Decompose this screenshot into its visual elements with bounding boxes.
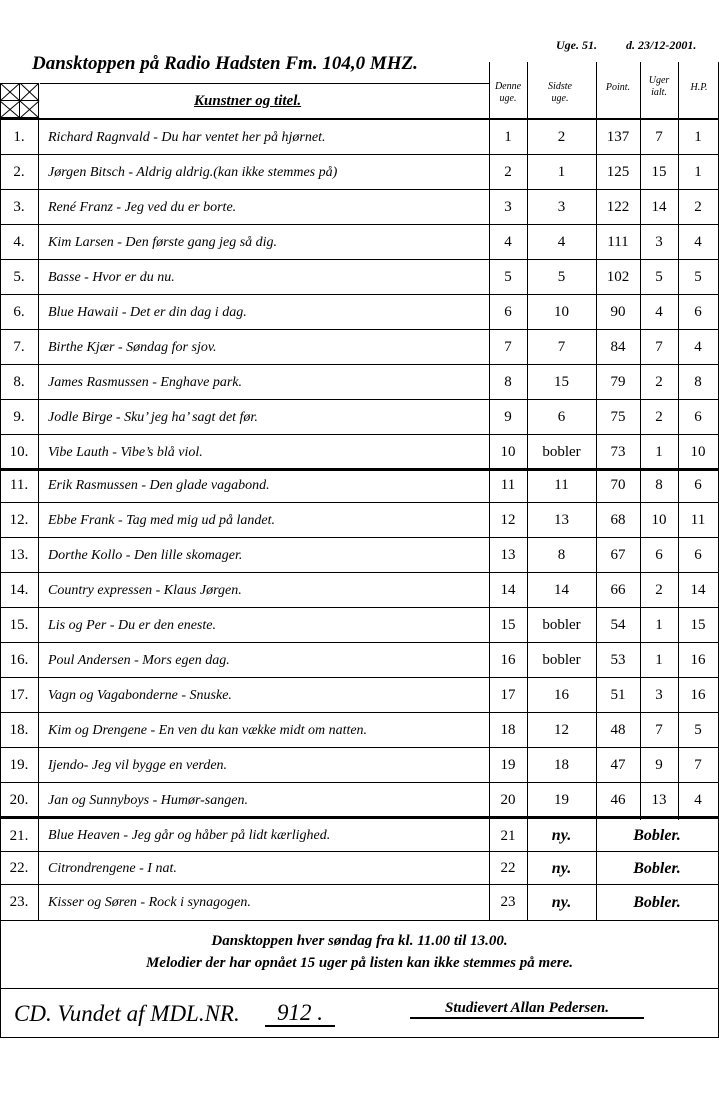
row-weeks-total: 7 [655, 129, 663, 145]
row-peak: 11 [690, 512, 706, 528]
row-rank: 4. [13, 234, 25, 250]
row-rank: 10. [9, 444, 29, 460]
row-last-week: 2 [557, 129, 566, 145]
row-this-week: 17 [500, 687, 516, 703]
row-rank: 12. [9, 512, 29, 528]
row-last-week: 1 [557, 164, 566, 180]
row-points: 54 [610, 617, 626, 633]
row-points: 53 [610, 652, 626, 668]
row-title: Jan og Sunnyboys - Humør-sangen. [48, 792, 248, 808]
row-last-week: bobler [542, 444, 581, 460]
row-weeks-total: 7 [655, 339, 663, 355]
cd-winner-label: CD. Vundet af MDL.NR. [14, 1001, 240, 1026]
row-title: Lis og Per - Du er den eneste. [48, 617, 216, 633]
row-rank: 14. [9, 582, 29, 598]
row-title: Kim Larsen - Den første gang jeg så dig. [48, 234, 278, 250]
row-peak: 4 [694, 792, 702, 808]
row-last-week: 8 [557, 547, 566, 563]
row-this-week: 1 [504, 129, 512, 145]
row-weeks-total: 1 [655, 444, 663, 460]
row-weeks-total: 13 [651, 792, 667, 808]
row-peak: 1 [694, 129, 702, 145]
grid-line-v [38, 118, 39, 920]
row-this-week: 15 [500, 617, 516, 633]
row-last-week: 18 [554, 757, 569, 773]
row-title: Erik Rasmussen - Den glade vagabond. [48, 477, 270, 493]
header-line [40, 83, 490, 84]
row-rank: 7. [13, 339, 25, 355]
row-rank: 16. [9, 652, 29, 668]
bubbler-status: Bobler. [633, 859, 681, 877]
row-weeks-total: 2 [655, 374, 663, 390]
row-points: 84 [610, 339, 626, 355]
row-points: 66 [610, 582, 626, 598]
row-last-week: 7 [557, 339, 566, 355]
row-rank: 2. [13, 164, 25, 180]
studio-host: Studievert Allan Pedersen. [410, 1000, 644, 1019]
row-last-week: 3 [557, 199, 566, 215]
row-weeks-total: 5 [655, 269, 663, 285]
row-title: Vagn og Vagabonderne - Snuske. [48, 687, 232, 703]
row-rank: 20. [9, 792, 29, 808]
bubbler-this-week: 23 [500, 894, 516, 910]
row-divider [0, 816, 719, 819]
row-last-week: 15 [554, 374, 569, 390]
row-title: Poul Andersen - Mors egen dag. [48, 652, 230, 668]
row-title: James Rasmussen - Enghave park. [48, 374, 243, 390]
row-last-week: 16 [554, 687, 569, 703]
row-this-week: 14 [500, 582, 516, 598]
row-points: 125 [606, 164, 630, 180]
bubbler-rank: 21. [9, 827, 29, 844]
bubbler-this-week: 21 [500, 827, 516, 844]
row-rank: 5. [13, 269, 25, 285]
date-label: d. 23/12-2001. [626, 38, 697, 52]
row-rank: 18. [9, 722, 29, 738]
row-title: Richard Ragnvald - Du har ventet her på hjørnet. [48, 129, 326, 145]
row-this-week: 19 [500, 757, 516, 773]
row-last-week: 4 [557, 234, 566, 250]
row-this-week: 13 [500, 547, 516, 563]
row-peak: 10 [690, 444, 706, 460]
row-points: 111 [607, 234, 629, 250]
row-weeks-total: 15 [651, 164, 667, 180]
row-title: Basse - Hvor er du nu. [48, 269, 175, 285]
row-this-week: 6 [504, 304, 512, 320]
row-peak: 4 [694, 234, 702, 250]
row-points: 102 [606, 269, 630, 285]
bubbler-last-week: ny. [551, 859, 572, 877]
row-peak: 15 [690, 617, 706, 633]
corner-cross-boxes [0, 83, 40, 119]
row-title: Ebbe Frank - Tag med mig ud på landet. [48, 512, 275, 528]
chart-title: Dansktoppen på Radio Hadsten Fm. 104,0 MHZ. [32, 53, 418, 74]
row-this-week: 10 [500, 444, 516, 460]
row-last-week: 5 [557, 269, 566, 285]
row-last-week: 10 [554, 304, 569, 320]
row-points: 51 [610, 687, 626, 703]
row-weeks-total: 8 [655, 477, 663, 493]
col-last-week-header: Sidste uge. [548, 81, 572, 104]
row-points: 90 [610, 304, 626, 320]
bubbler-title: Blue Heaven - Jeg går og håber på lidt kærlighed. [48, 828, 331, 843]
row-points: 67 [610, 547, 626, 563]
row-this-week: 8 [504, 374, 512, 390]
row-rank: 11. [9, 477, 29, 493]
row-rank: 17. [9, 687, 29, 703]
footer-bottom-line [0, 1037, 719, 1038]
row-weeks-total: 6 [655, 547, 663, 563]
row-points: 47 [610, 757, 626, 773]
row-peak: 16 [690, 652, 706, 668]
row-peak: 6 [694, 547, 702, 563]
row-title: Birthe Kjær - Søndag for sjov. [48, 339, 217, 355]
row-peak: 7 [694, 757, 702, 773]
row-points: 70 [610, 477, 626, 493]
row-peak: 14 [690, 582, 706, 598]
row-weeks-total: 14 [651, 199, 667, 215]
row-rank: 19. [9, 757, 29, 773]
bubbler-rank: 23. [9, 894, 29, 910]
row-rank: 13. [9, 547, 29, 563]
row-rank: 1. [13, 129, 25, 145]
row-peak: 6 [694, 304, 702, 320]
row-title: Country expressen - Klaus Jørgen. [48, 582, 242, 598]
row-title: Vibe Lauth - Vibe’s blå viol. [48, 444, 203, 460]
row-this-week: 3 [504, 199, 512, 215]
row-title: Ijendo- Jeg vil bygge en verden. [48, 757, 228, 773]
row-rank: 15. [9, 617, 29, 633]
row-title: Jodle Birge - Sku’ jeg ha’ sagt det før. [48, 409, 258, 425]
row-title: Blue Hawaii - Det er din dag i dag. [48, 304, 247, 320]
row-last-week: 11 [554, 477, 569, 493]
row-last-week: 14 [554, 582, 569, 598]
row-weeks-total: 1 [655, 652, 663, 668]
row-title: Kim og Drengene - En ven du kan vække midt om natten. [48, 722, 368, 738]
row-title: René Franz - Jeg ved du er borte. [48, 199, 237, 215]
footer-schedule: Dansktoppen hver søndag fra kl. 11.00 til 13.00. [211, 932, 508, 949]
row-weeks-total: 2 [655, 582, 663, 598]
row-last-week: 12 [554, 722, 569, 738]
footer-top-line [0, 920, 719, 921]
row-peak: 2 [694, 199, 702, 215]
col-this-week-header: Denne uge. [494, 81, 522, 104]
row-points: 75 [610, 409, 626, 425]
row-points: 48 [610, 722, 626, 738]
row-peak: 8 [694, 374, 702, 390]
row-last-week: bobler [542, 617, 581, 633]
artist-title-header: Kunstner og titel. [194, 93, 302, 109]
bubbler-last-week: ny. [551, 827, 572, 844]
row-weeks-total: 1 [655, 617, 663, 633]
bubbler-title: Citrondrengene - I nat. [48, 860, 177, 876]
row-points: 122 [606, 199, 630, 215]
row-peak: 5 [694, 722, 702, 738]
week-label: Uge. 51. [556, 38, 597, 52]
row-this-week: 16 [500, 652, 516, 668]
row-peak: 4 [694, 339, 702, 355]
row-rank: 8. [13, 374, 25, 390]
row-last-week: bobler [542, 652, 581, 668]
bubbler-rank: 22. [9, 860, 29, 876]
col-points-header: Point. [605, 81, 631, 93]
cd-winner-number: 912 . [265, 1001, 335, 1027]
row-this-week: 7 [504, 339, 512, 355]
row-weeks-total: 2 [655, 409, 663, 425]
row-rank: 6. [13, 304, 25, 320]
row-points: 68 [610, 512, 626, 528]
row-peak: 6 [694, 409, 702, 425]
row-this-week: 18 [500, 722, 516, 738]
row-peak: 6 [694, 477, 702, 493]
row-title: Jørgen Bitsch - Aldrig aldrig.(kan ikke stemmes på) [48, 164, 338, 180]
col-weeks-total-header: Uger ialt. [648, 75, 670, 98]
bubbler-this-week: 22 [500, 860, 516, 876]
row-last-week: 13 [554, 512, 569, 528]
row-rank: 3. [13, 199, 25, 215]
row-weeks-total: 10 [651, 512, 667, 528]
row-this-week: 9 [504, 409, 512, 425]
row-peak: 1 [694, 164, 702, 180]
footer-rule: Melodier der har opnået 15 uger på listen kan ikke stemmes på mere. [145, 954, 574, 971]
row-this-week: 5 [504, 269, 512, 285]
row-weeks-total: 3 [655, 687, 663, 703]
row-points: 79 [610, 374, 626, 390]
bubbler-status: Bobler. [633, 827, 681, 844]
row-points: 73 [610, 444, 626, 460]
bubbler-title: Kisser og Søren - Rock i synagogen. [48, 894, 251, 910]
row-weeks-total: 4 [655, 304, 663, 320]
row-peak: 16 [690, 687, 706, 703]
row-this-week: 11 [500, 477, 516, 493]
row-points: 137 [606, 129, 630, 145]
row-this-week: 4 [504, 234, 512, 250]
row-this-week: 20 [500, 792, 516, 808]
row-points: 46 [610, 792, 626, 808]
col-peak-header: H.P. [690, 81, 708, 93]
row-peak: 5 [694, 269, 702, 285]
row-rank: 9. [13, 409, 25, 425]
footer-mid-line [0, 988, 719, 989]
bubbler-last-week: ny. [551, 893, 572, 911]
row-title: Dorthe Kollo - Den lille skomager. [48, 547, 243, 563]
row-weeks-total: 3 [655, 234, 663, 250]
row-weeks-total: 9 [655, 757, 663, 773]
row-last-week: 19 [554, 792, 569, 808]
row-this-week: 2 [504, 164, 512, 180]
row-weeks-total: 7 [655, 722, 663, 738]
row-last-week: 6 [557, 409, 566, 425]
bubbler-status: Bobler. [633, 893, 681, 911]
row-this-week: 12 [500, 512, 516, 528]
